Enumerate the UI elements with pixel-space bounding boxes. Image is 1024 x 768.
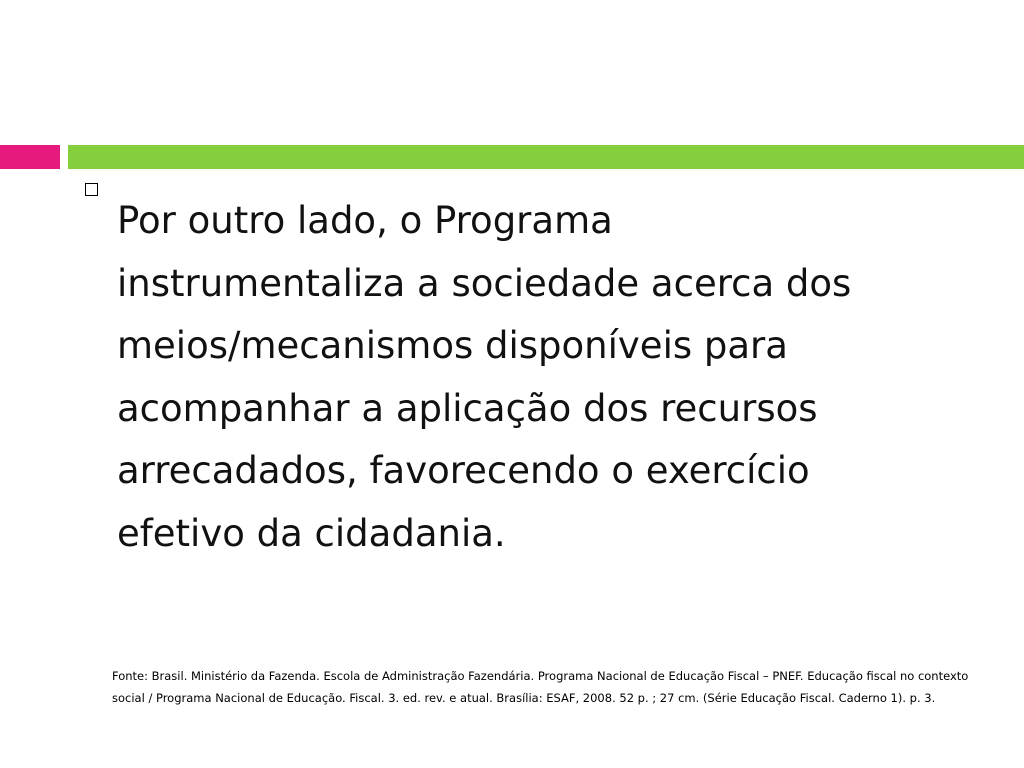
- paragraph-line: Por outro lado, o Programa: [117, 199, 613, 242]
- paragraph-line: acompanhar a aplicação dos recursos: [117, 386, 818, 430]
- source-line: Fonte: Brasil. Ministério da Fazenda. Escola de Administração Fazendária. Programa Nacional de Educação Fiscal – PNEF. Educação fiscal no contexto: [112, 669, 969, 683]
- paragraph-line: instrumentaliza a sociedade acerca dos: [117, 261, 852, 305]
- paragraph-line: arrecadados, favorecendo o exercício: [117, 449, 810, 492]
- source-line: social / Programa Nacional de Educação. Fiscal. 3. ed. rev. e atual. Brasília: ESAF, 2008. 52 p. ; 27 cm. (Série Educação Fiscal. Caderno 1). p. 3.: [112, 691, 936, 705]
- green-accent-bar: [68, 145, 1024, 169]
- pink-accent-bar: [0, 145, 60, 169]
- paragraph-line: meios/mecanismos disponíveis para: [117, 324, 788, 367]
- paragraph-line: efetivo da cidadania.: [117, 511, 506, 555]
- square-bullet-icon: [85, 183, 98, 196]
- main-paragraph: [117, 190, 997, 565]
- source-citation: [112, 665, 992, 709]
